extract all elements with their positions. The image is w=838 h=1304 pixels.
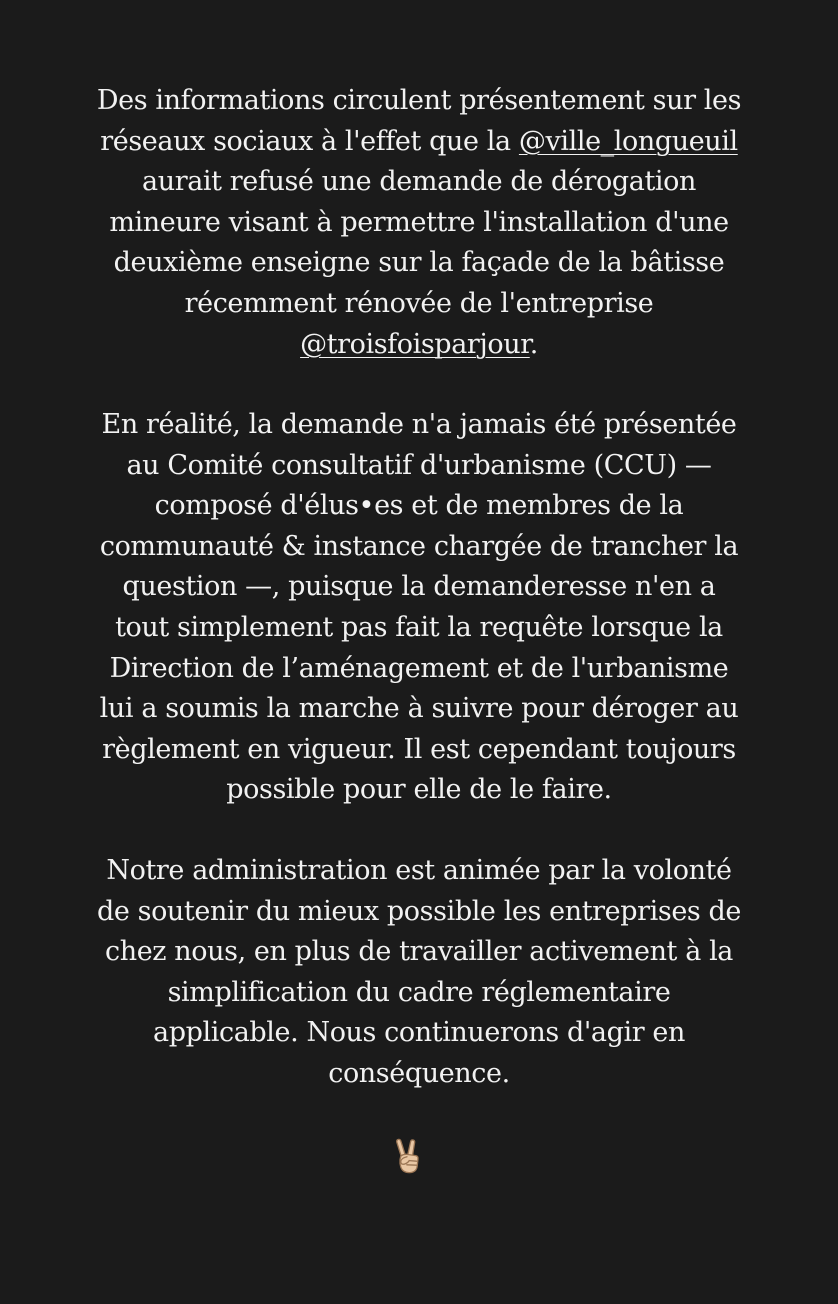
statement-paragraph-3 [30, 851, 808, 1095]
text-line: En réalité, la demande n'a jamais été présentée [101, 409, 737, 440]
text-line: Direction de l’aménagement et de l'urbanisme [109, 652, 729, 684]
mention-link-troisfoisparjour[interactable]: @troisfoisparjour [300, 328, 530, 360]
text-line: de soutenir du mieux possible les entreprises de [96, 895, 742, 927]
text-line [30, 325, 808, 366]
statement-paragraph-2 [30, 405, 808, 811]
text-line: deuxième enseigne sur la façade de la bâtisse [113, 247, 725, 279]
text-line: Des informations circulent présentement sur les [96, 85, 742, 116]
text-line: applicable. Nous continuerons d'agir en [153, 1017, 685, 1049]
text-line: aurait refusé une demande de dérogation [142, 166, 696, 198]
text-line: simplification du cadre réglementaire [167, 976, 671, 1008]
text-line: tout simplement pas fait la requête lorsque la [115, 611, 723, 643]
text-line: communauté & instance chargée de trancher la [99, 530, 739, 562]
victory-hand-icon [389, 1136, 429, 1176]
mention-link-ville-longueuil[interactable]: @ville_longueuil [518, 125, 738, 157]
text-line: règlement en vigueur. Il est cependant toujours [102, 733, 736, 765]
text-line: chez nous, en plus de travailler activement à la [104, 936, 734, 968]
text-line: mineure visant à permettre l'installation d'une [109, 206, 729, 238]
statement-paragraph-1 [30, 81, 808, 365]
text-line: au Comité consultatif d'urbanisme (CCU) — [126, 449, 712, 481]
text-line: composé d'élus•es et de membres de la [154, 490, 684, 522]
text-line: conséquence. [328, 1057, 510, 1089]
text-line [30, 122, 808, 163]
text-line: Notre administration est animée par la volonté [106, 855, 732, 886]
text-line: possible pour elle de le faire. [226, 774, 612, 806]
text-line: lui a soumis la marche à suivre pour déroger au [99, 693, 739, 725]
text-fragment: . [529, 328, 538, 360]
text-line: récemment rénovée de l'entreprise [184, 287, 654, 319]
text-line: question —, puisque la demanderesse n'en a [122, 571, 716, 603]
text-fragment: réseaux sociaux à l'effet que la [100, 125, 519, 157]
